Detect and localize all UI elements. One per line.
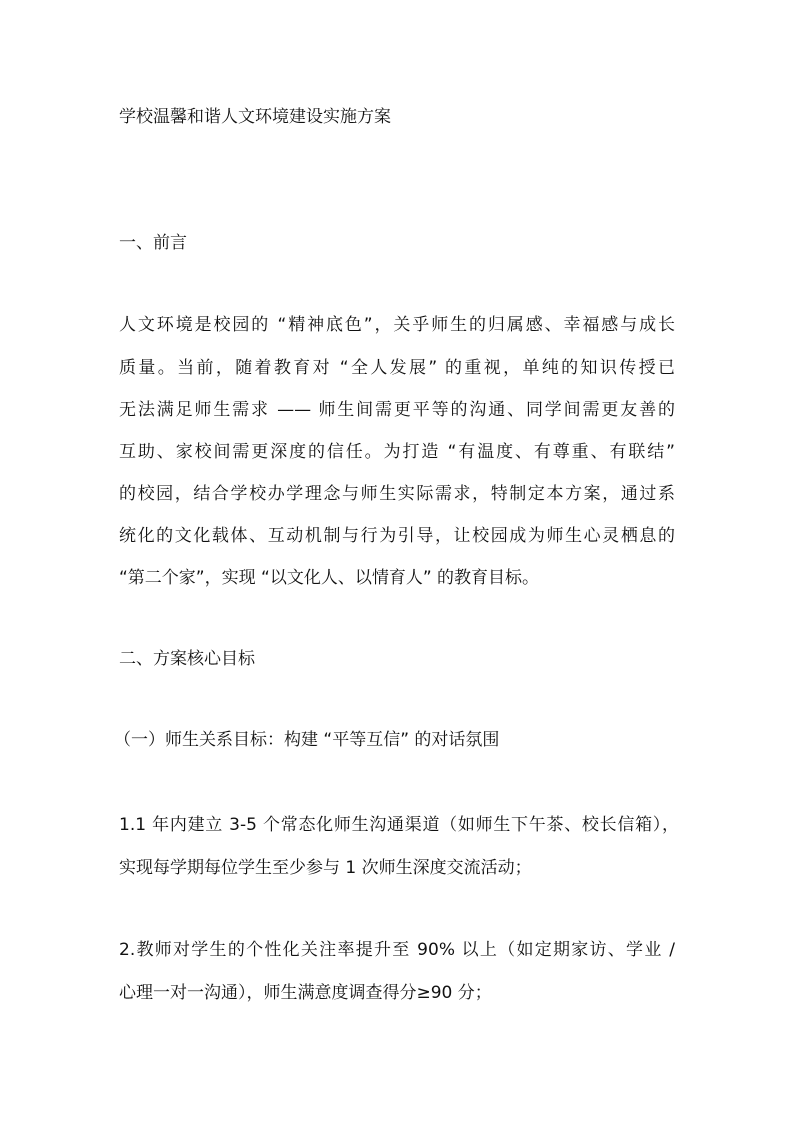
paragraph-line: 互助、家校间需更深度的信任。为打造 “有温度、有尊重、有联结”	[119, 442, 675, 462]
item-line: 2.教师对学生的个性化关注率提升至 90% 以上（如定期家访、学业 /	[119, 940, 675, 960]
paragraph-line: 无法满足师生需求 —— 师生间需更平等的沟通、同学间需更友善的	[119, 400, 675, 420]
paragraph-line: 的校园，结合学校办学理念与师生实际需求，特制定本方案，通过系	[119, 484, 675, 504]
paragraph-line: 人文环境是校园的 “精神底色”，关乎师生的归属感、幸福感与成长	[119, 315, 675, 335]
paragraph-line: 统化的文化载体、互动机制与行为引导，让校园成为师生心灵栖息的	[119, 526, 675, 546]
paragraph-line: 质量。当前，随着教育对 “全人发展” 的重视，单纯的知识传授已	[119, 358, 675, 378]
item-line: 实现每学期每位学生至少参与 1 次师生深度交流活动；	[119, 858, 532, 878]
document-title: 学校温馨和谐人文环境建设实施方案	[119, 107, 391, 127]
item-line: 心理一对一沟通），师生满意度调查得分≥90 分；	[119, 983, 492, 1003]
section-heading-preface: 一、前言	[119, 233, 187, 253]
item-line: 1.1 年内建立 3-5 个常态化师生沟通渠道（如师生下午茶、校长信箱），	[119, 815, 679, 835]
paragraph-line: “第二个家”，实现 “以文化人、以情育人” 的教育目标。	[119, 568, 540, 588]
subheading-teacher-student: （一）师生关系目标：构建 “平等互信” 的对话氛围	[114, 730, 500, 750]
section-heading-goals: 二、方案核心目标	[119, 649, 255, 669]
